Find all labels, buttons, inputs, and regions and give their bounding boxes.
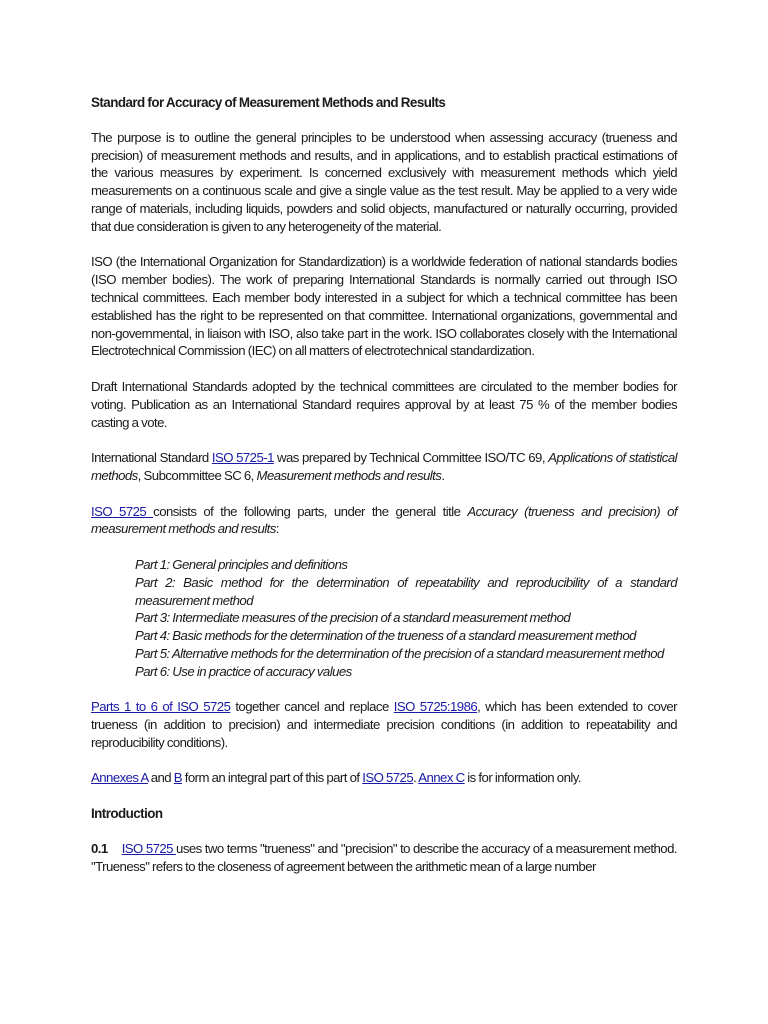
consists-suffix: : [275,521,279,537]
annexes-text4: is for information only. [464,770,581,786]
part-item-5: Part 5: Alternative methods for the determination of the precision of a standard measurement method [135,645,664,661]
part-item-4: Part 4: Basic methods for the determination of the trueness of a standard measurement method [135,628,636,644]
section-number: 0.1 [91,840,108,856]
prepared-text1: was prepared by Technical Committee ISO/TC 69, [273,450,549,466]
iso-about-paragraph: ISO (the International Organization for Standardization) is a worldwide federation of national standards bodies (ISO member bodies). The work of preparing International Standards is normally carried out through ISO technical committees. Each member body interested in a subject for which a technical committee has been established has the right to be represented on that committee. International organizations, governmental and non-governmental, in liaison with ISO, also take part in the work. ISO collaborates closely with the International Electrotechnical Commission (IEC) on all matters of electrotechnical standardization. [91,254,677,359]
iso-5725-link[interactable]: ISO 5725 [91,503,154,519]
iso-5725-1-link[interactable]: ISO 5725-1 [211,450,274,466]
annexes-text1: and [147,770,174,786]
introduction-text: uses two terms "trueness" and "precision" to describe the accuracy of a measurement method. "Trueness" refers to the closeness of agreement between the arithmetic mean of a large number [91,840,677,874]
replace-text1: together cancel and replace [230,699,394,715]
intro-iso-5725-link[interactable]: ISO 5725 [121,840,177,856]
part-item-1: Part 1: General principles and definitions [135,556,348,572]
replace-paragraph [91,698,677,751]
part-item-3: Part 3: Intermediate measures of the precision of a standard measurement method [135,610,571,626]
annexes-paragraph [91,769,677,787]
iso-5725-1986-link[interactable]: ISO 5725:1986 [393,699,478,715]
part-item-2: Part 2: Basic method for the determination of repeatability and reproducibility of a standard measurement method [135,574,677,608]
annexes-text2: form an integral part of this part of [182,770,363,786]
annexes-a-link[interactable]: Annexes A [91,770,148,786]
prepared-text2: , Subcommittee SC 6, [137,467,257,483]
prepared-prefix: International Standard [91,450,212,466]
introduction-paragraph [91,840,677,876]
prepared-em2: Measurement methods and results [256,467,442,483]
prepared-paragraph [91,449,677,485]
purpose-paragraph: The purpose is to outline the general principles to be understood when assessing accuracy (trueness and precision) of measurement methods and results, and in applications, and to establish practical estimations of the various measures by experiment. Is concerned exclusively with measurement methods which yield measurements on a continuous scale and give a single value as the test result. May be applied to a very wide range of materials, including liquids, powders and solid objects, manufactured or naturally occurring, provided that due consideration is given to any heterogeneity of the material. [91,129,677,234]
consists-em: Accuracy (trueness and precision) of measurement methods and results [91,503,677,537]
document-title: Standard for Accuracy of Measurement Methods and Results [91,95,446,110]
consists-paragraph [91,503,677,539]
introduction-heading: Introduction [91,806,163,822]
consists-text: consists of the following parts, under the general title [153,503,468,519]
prepared-em1: Applications of statistical methods [91,450,678,483]
draft-standards-paragraph: Draft International Standards adopted by the technical committees are circulated to the member bodies for voting. Publication as an International Standard requires approval by at least 75 % of the member bodies casting a vote. [91,378,677,430]
annex-c-link[interactable]: Annex C [418,770,465,786]
prepared-suffix: . [441,467,445,483]
annex-b-link[interactable]: B [173,770,183,786]
replace-text2: , which has been extended to cover trueness (in addition to precision) and intermediate precision conditions (in addition to repeatability and reproducibility conditions). [91,699,678,750]
document-body [91,94,677,875]
parts-list [135,556,677,681]
parts-1-to-6-link[interactable]: Parts 1 to 6 of ISO 5725 [91,699,231,715]
annexes-text3: . [413,770,419,786]
iso-5725-annex-link[interactable]: ISO 5725 [362,770,414,786]
part-item-6: Part 6: Use in practice of accuracy values [135,663,352,679]
